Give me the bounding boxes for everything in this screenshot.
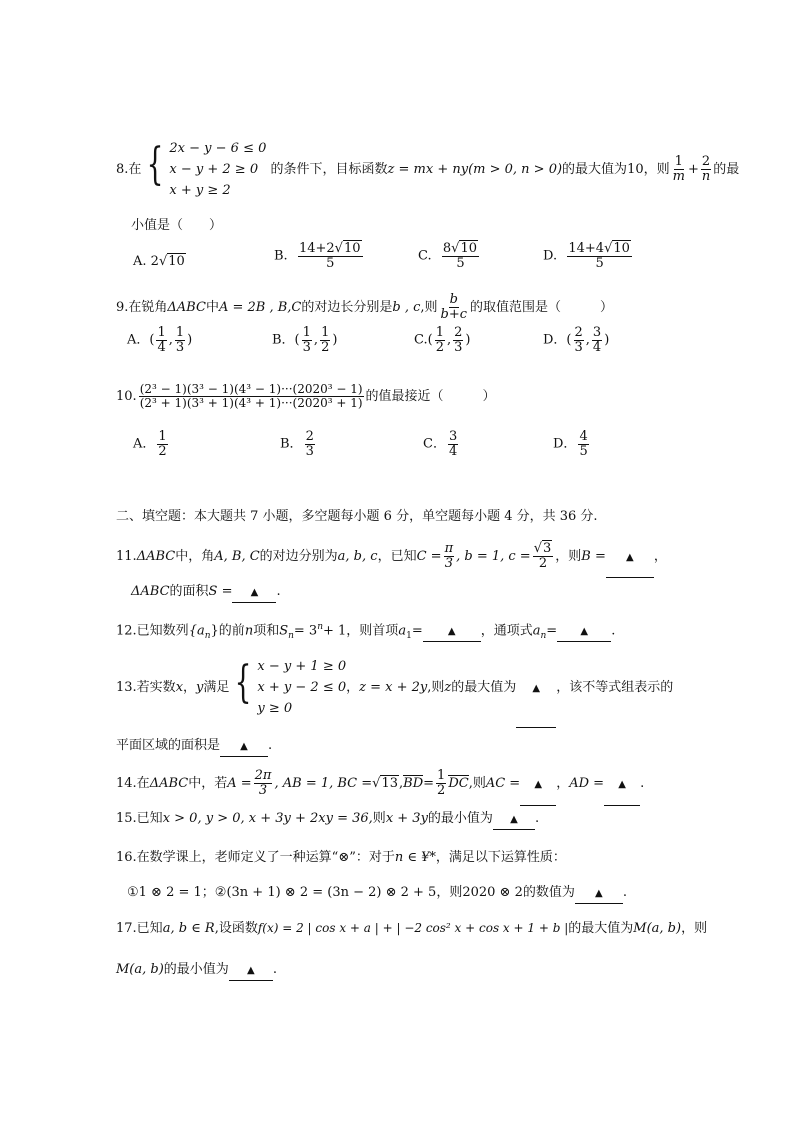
q16-blank: ▲	[575, 885, 623, 904]
q9-option-d: D．( $\frac{2}{3}$ , $\frac{3}{4}$ )	[543, 325, 610, 355]
q13-system: { x − y + 1 ≥ 0 x + y − 2 ≤ 0 y ≥ 0	[235, 657, 347, 716]
q12-blank-1: ▲	[423, 623, 481, 642]
q10-option-d: D． $\frac{4}{5}$	[553, 429, 588, 459]
q12-blank-2: ▲	[557, 623, 611, 642]
q11-line2: ΔABC的面积S = ▲ .	[131, 583, 281, 603]
q10-option-a: A． $\frac{1}{2}$	[133, 429, 167, 459]
q10-option-c: C． $\frac{3}{4}$	[423, 429, 458, 459]
q8-line1: 8.在 { 2x − y − 6 ≤ 0 x − y + 2 ≥ 0 x + y ≥ 2 的条件下，目标函数z = mx + ny(m > 0, n > 0)的最大值为10，则 $\frac{1}{m}$ + $\frac{2}{n}$ 的最	[116, 134, 739, 206]
q8-system: { 2x − y − 6 ≤ 0 x − y + 2 ≥ 0 x + y ≥ 2	[147, 139, 267, 198]
q17-blank: ▲	[229, 962, 273, 981]
q13-line1: 13.若实数x，y满足 { x − y + 1 ≥ 0 x + y − 2 ≤ 0 y ≥ 0 ，z = x + 2y,则z的最大值为 ▲ ，该不等式组表示的	[116, 650, 673, 728]
vector-dc: DC	[448, 776, 469, 791]
q9-option-a: A．( $\frac{1}{4}$ , $\frac{1}{3}$ )	[127, 325, 193, 355]
q9-frac: $\frac{b}{b+c}$	[440, 292, 468, 322]
q8-frac-2-n: $\frac{2}{n}$	[701, 154, 711, 184]
q11-line1: 11.ΔABC中，角A, B, C的对边分别为a, b, c，已知C = $\frac{\pi}{3}$ , b = 1, c = $\frac{√3}{2}$ ，则B = ▲ ，	[116, 538, 667, 578]
q8-option-d: D. $\frac{14+4√10}{5}$	[543, 241, 630, 271]
vector-bd: BD	[403, 776, 424, 791]
q17-line2: M(a, b)的最小值为 ▲ .	[116, 961, 277, 981]
q17-line1: 17.已知a, b ∈ R,设函数f(x) = 2 | cos x + a | + | −2 cos² x + cos x + 1 + b |的最大值为M(a, b)，则	[116, 921, 708, 936]
q16-line1: 16.在数学课上，老师定义了一种运算“⊗”：对于n ∈ ¥*，满足以下运算性质：	[116, 850, 566, 865]
q8-option-b: B. $\frac{14+2√10}{5}$	[274, 241, 361, 271]
q12-line: 12.已知数列$\{a_n\}$的前n项和$S_n= 3^n+ 1$，则首项$a_1=$ ▲ ，通项式$a_n=$ ▲ .	[116, 622, 616, 641]
q16-line2: ①1 ⊗ 2 = 1；②(3n + 1) ⊗ 2 = (3n − 2) ⊗ 2 + 5，则2020 ⊗ 2的数值为 ▲ .	[127, 884, 627, 904]
q8-frac-1-m: $\frac{1}{m}$	[672, 154, 685, 184]
q11-blank-2: ▲	[232, 584, 276, 603]
q14-line: 14.在ΔABC中，若A = $\frac{2\pi}{3}$ , AB = 1, BC =√13,BD= $\frac{1}{2}$ DC,则AC = ▲ ，AD = ▲ .	[116, 764, 644, 806]
q14-blank-2: ▲	[604, 765, 640, 806]
q9-option-b: B．( $\frac{1}{3}$ , $\frac{1}{2}$ )	[272, 325, 338, 355]
q13-line2: 平面区域的面积是 ▲ .	[116, 737, 272, 757]
q9-option-c: C.( $\frac{1}{2}$ , $\frac{2}{3}$ )	[414, 325, 471, 355]
q8-option-c: C. $\frac{8√10}{5}$	[418, 241, 478, 271]
q10-stem: 10. $\frac{\text{(2³ − 1)(3³ − 1)(4³ − 1)···(2020³ − 1)}}{\text{(2³ + 1)(3³ + 1)(4³ + 1)···(2020³ + 1)}}$ 的值最接近（ ）	[116, 382, 496, 410]
q9-stem: 9.在锐角ΔABC中A = 2B , B,C的对边长分别是b , c,则 $\frac{b}{b+c}$ 的取值范围是（ ）	[116, 292, 614, 322]
q15-blank: ▲	[493, 811, 535, 830]
q8-line2: 小值是（ ）	[131, 218, 223, 233]
section-heading: 二、填空题：本大题共 7 小题，多空题每小题 6 分，单空题每小题 4 分，共 36 分.	[116, 509, 598, 524]
q10-frac: $\frac{\text{(2³ − 1)(3³ − 1)(4³ − 1)···(2020³ − 1)}}{\text{(2³ + 1)(3³ + 1)(4³ + 1)···(2020³ + 1)}}$	[139, 382, 363, 410]
q15-line: 15.已知x > 0, y > 0, x + 3y + 2xy = 36,则x + 3y的最小值为 ▲ .	[116, 810, 539, 830]
q10-option-b: B． $\frac{2}{3}$	[280, 429, 314, 459]
q8-option-a: A. 2√10	[133, 254, 185, 269]
q14-blank-1: ▲	[520, 765, 556, 806]
q13-blank-1: ▲	[516, 651, 556, 728]
q13-blank-2: ▲	[220, 738, 268, 757]
q11-blank-1: ▲	[606, 539, 654, 578]
